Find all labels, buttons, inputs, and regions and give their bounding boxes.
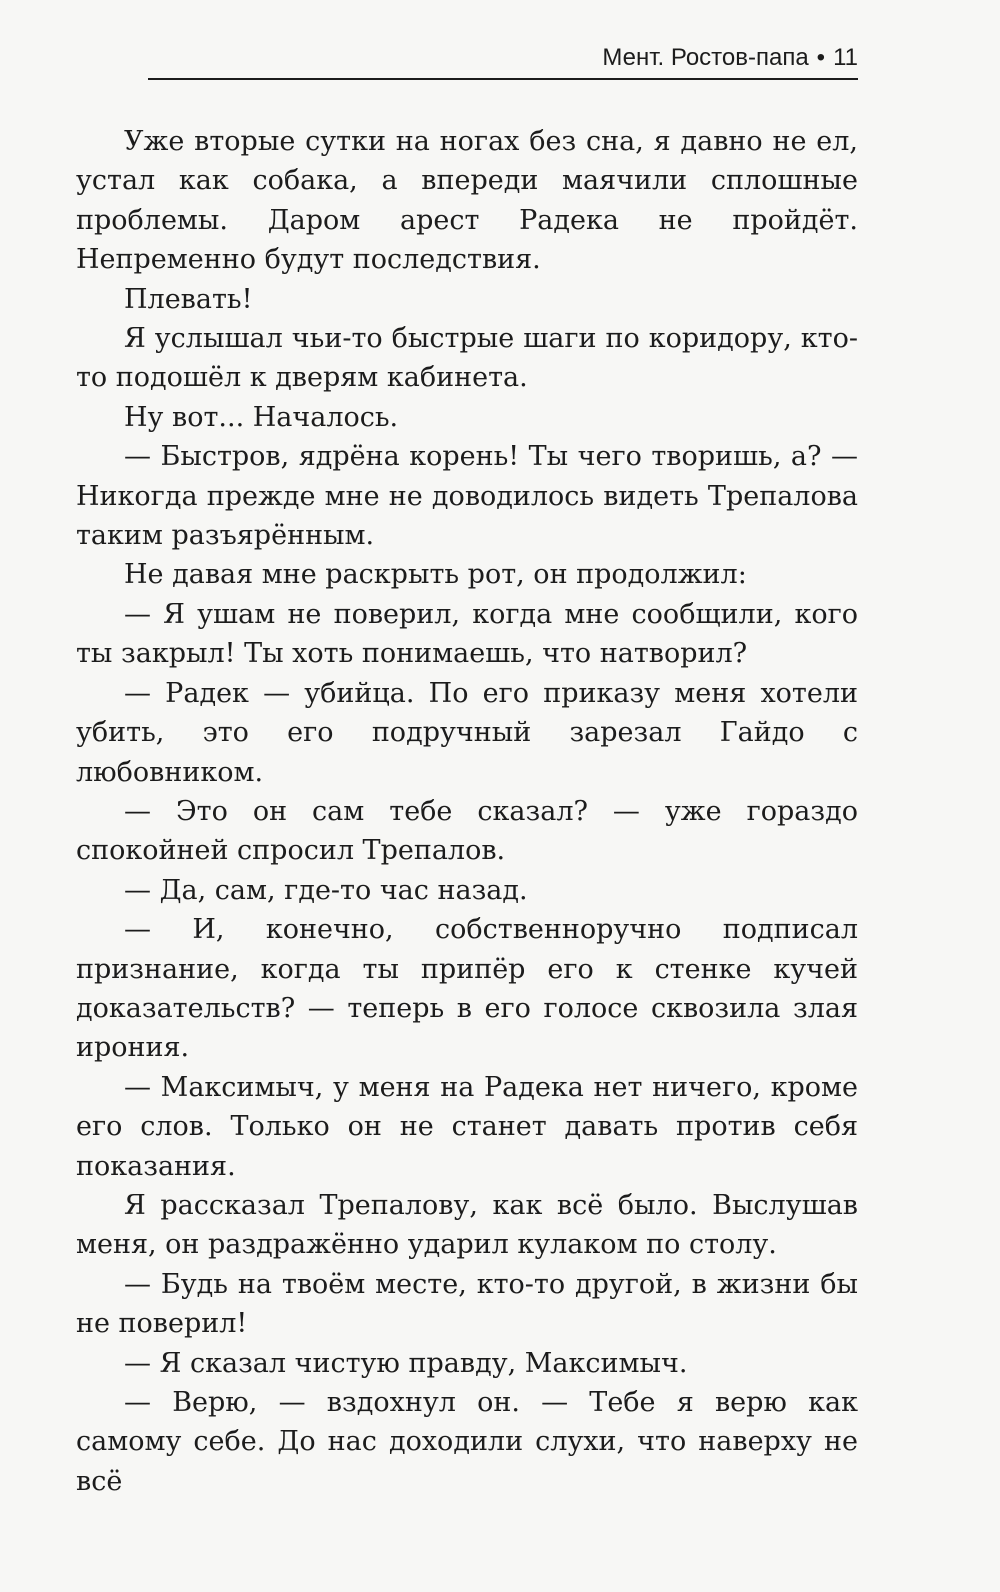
paragraph: Уже вторые сутки на ногах без сна, я давно не ел, устал как собака, а впереди маячили сплошные проблемы. Даром арест Радека не пройдёт. Непременно будут последствия. <box>76 126 858 276</box>
paragraph: Не давая мне раскрыть рот, он продолжил: <box>124 559 747 591</box>
paragraph: Ну вот... Началось. <box>124 401 399 433</box>
header-separator: • <box>816 44 826 71</box>
paragraph: — И, конечно, собственноручно подписал признание, когда ты припёр его к стенке кучей доказательств? — теперь в его голосе сквозила злая ирония. <box>76 914 858 1064</box>
paragraph: — Я ушам не поверил, когда мне сообщили, кого ты закрыл! Ты хоть понимаешь, что натворил? <box>76 598 858 670</box>
page-number: 11 <box>833 44 858 71</box>
paragraph: Я услышал чьи-то быстрые шаги по коридору, кто-то подошёл к дверям кабинета. <box>76 323 858 394</box>
paragraph: — Радек — убийца. По его приказу меня хотели убить, это его подручный зарезал Гайдо с любовником. <box>76 677 858 788</box>
paragraph: — Максимыч, у меня на Радека нет ничего, кроме его слов. Только он не станет давать против себя показания. <box>76 1071 858 1182</box>
running-title: Мент. Ростов-папа <box>602 44 809 71</box>
paragraph: — Это он сам тебе сказал? — уже гораздо спокойней спросил Трепалов. <box>76 795 858 867</box>
body-text <box>76 122 858 1501</box>
paragraph: — Верю, — вздохнул он. — Тебе я верю как самому себе. До нас доходили слухи, что наверху не всё <box>76 1387 858 1497</box>
paragraph: Я рассказал Трепалову, как всё было. Выслушав меня, он раздражённо ударил кулаком по столу. <box>76 1189 858 1261</box>
paragraph: — Я сказал чистую правду, Максимыч. <box>124 1347 688 1379</box>
running-header <box>148 36 858 80</box>
paragraph: — Будь на твоём месте, кто-то другой, в жизни бы не поверил! <box>76 1268 858 1340</box>
paragraph: Плевать! <box>124 283 253 315</box>
paragraph: — Да, сам, где-то час назад. <box>124 874 528 906</box>
paragraph: — Быстров, ядрёна корень! Ты чего творишь, а? — Никогда прежде мне не доводилось видеть Трепалова таким разъярённым. <box>76 441 858 552</box>
